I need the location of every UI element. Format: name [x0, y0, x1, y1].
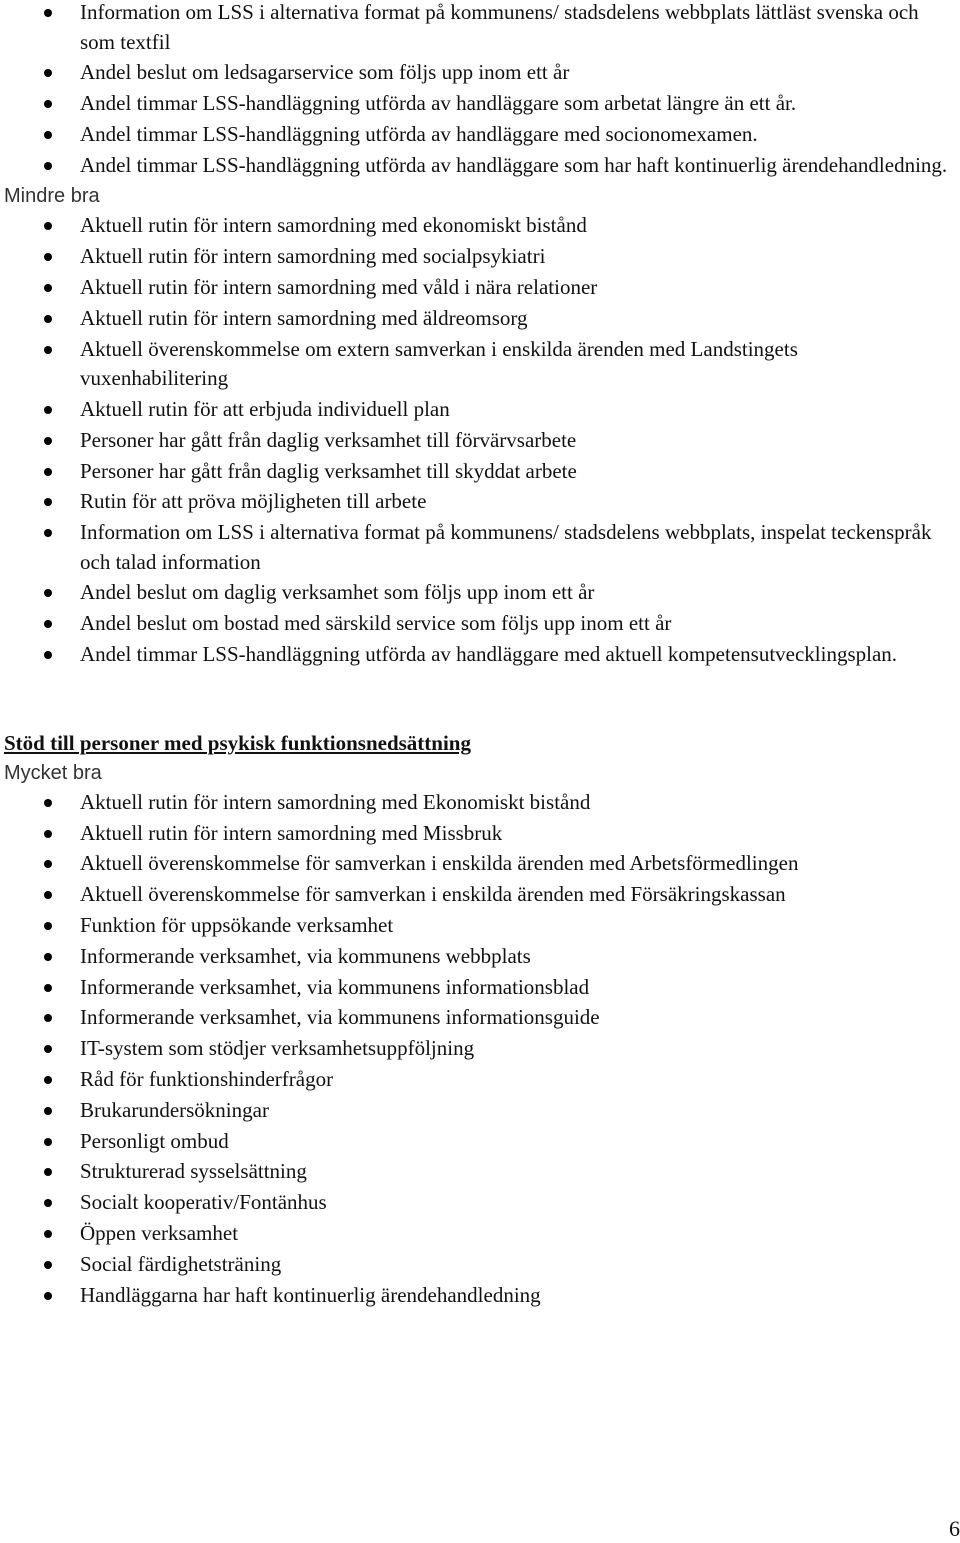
bullet-icon	[44, 131, 52, 139]
list-item: Informerande verksamhet, via kommunens webbplats	[0, 942, 960, 972]
bullet-icon	[44, 284, 52, 292]
bullet-icon	[44, 437, 52, 445]
bullet-icon	[44, 589, 52, 597]
list-item: Andel beslut om bostad med särskild service som följs upp inom ett år	[0, 609, 960, 639]
bullet-icon	[44, 468, 52, 476]
list-item: Information om LSS i alternativa format på kommunens/ stadsdelens webbplats, inspelat teckenspråk och talad information	[0, 518, 960, 577]
list-item: Handläggarna har haft kontinuerlig ärendehandledning	[0, 1281, 960, 1311]
bullet-list-top	[0, 0, 960, 180]
list-item: Personligt ombud	[0, 1127, 960, 1157]
bullet-icon	[44, 830, 52, 838]
bullet-icon	[44, 1076, 52, 1084]
subheading-mycket-bra: Mycket bra	[4, 761, 102, 784]
list-item: Råd för funktionshinderfrågor	[0, 1065, 960, 1095]
list-item: Andel beslut om ledsagarservice som följs upp inom ett år	[0, 58, 960, 88]
list-item: Aktuell överenskommelse om extern samverkan i enskilda ärenden med Landstingets vuxenhabilitering	[0, 335, 960, 394]
list-item: Aktuell rutin för intern samordning med ekonomiskt bistånd	[0, 211, 960, 241]
list-item: Rutin för att pröva möjligheten till arbete	[0, 487, 960, 517]
list-item: Brukarundersökningar	[0, 1096, 960, 1126]
list-item: Funktion för uppsökande verksamhet	[0, 911, 960, 941]
section-heading: Stöd till personer med psykisk funktionsnedsättning	[4, 730, 471, 755]
bullet-icon	[44, 1045, 52, 1053]
bullet-icon	[44, 891, 52, 899]
bullet-icon	[44, 1138, 52, 1146]
bullet-icon	[44, 922, 52, 930]
bullet-icon	[44, 984, 52, 992]
bullet-icon	[44, 1168, 52, 1176]
bullet-icon	[44, 253, 52, 261]
list-item: Aktuell rutin för intern samordning med Ekonomiskt bistånd	[0, 788, 960, 818]
list-item: Aktuell rutin för intern samordning med Missbruk	[0, 819, 960, 849]
bullet-list-mindre-bra	[0, 211, 960, 669]
bullet-icon	[44, 1199, 52, 1207]
bullet-icon	[44, 9, 52, 17]
bullet-icon	[44, 69, 52, 77]
bullet-icon	[44, 529, 52, 537]
subheading-mindre-bra: Mindre bra	[4, 185, 100, 208]
bullet-icon	[44, 799, 52, 807]
bullet-icon	[44, 620, 52, 628]
bullet-icon	[44, 1230, 52, 1238]
list-item: Information om LSS i alternativa format på kommunens/ stadsdelens webbplats lättläst svenska och som textfil	[0, 0, 960, 57]
list-item: Andel timmar LSS-handläggning utförda av handläggare som arbetat längre än ett år.	[0, 89, 960, 119]
bullet-icon	[44, 1292, 52, 1300]
list-item: Strukturerad sysselsättning	[0, 1157, 960, 1187]
bullet-icon	[44, 406, 52, 414]
list-item: Socialt kooperativ/Fontänhus	[0, 1188, 960, 1218]
list-item: Andel timmar LSS-handläggning utförda av handläggare med socionomexamen.	[0, 120, 960, 150]
list-item: Aktuell överenskommelse för samverkan i enskilda ärenden med Arbetsförmedlingen	[0, 849, 960, 879]
list-item: Aktuell rutin för intern samordning med äldreomsorg	[0, 304, 960, 334]
bullet-icon	[44, 1014, 52, 1022]
bullet-icon	[44, 651, 52, 659]
list-item: Öppen verksamhet	[0, 1219, 960, 1249]
list-item: Personer har gått från daglig verksamhet till skyddat arbete	[0, 457, 960, 487]
bullet-icon	[44, 162, 52, 170]
list-item: Social färdighetsträning	[0, 1250, 960, 1280]
bullet-list-mycket-bra	[0, 788, 960, 1310]
list-item: Aktuell rutin för att erbjuda individuell plan	[0, 395, 960, 425]
list-item: Andel beslut om daglig verksamhet som följs upp inom ett år	[0, 578, 960, 608]
bullet-icon	[44, 860, 52, 868]
list-item: Personer har gått från daglig verksamhet till förvärvsarbete	[0, 426, 960, 456]
section-spacer	[0, 671, 960, 728]
bullet-icon	[44, 1107, 52, 1115]
list-item: Aktuell rutin för intern samordning med socialpsykiatri	[0, 242, 960, 272]
bullet-icon	[44, 222, 52, 230]
bullet-icon	[44, 315, 52, 323]
bullet-icon	[44, 953, 52, 961]
list-item: Informerande verksamhet, via kommunens informationsguide	[0, 1003, 960, 1033]
bullet-icon	[44, 498, 52, 506]
bullet-icon	[44, 346, 52, 354]
bullet-icon	[44, 100, 52, 108]
list-item: Andel timmar LSS-handläggning utförda av handläggare som har haft kontinuerlig ärendehandledning.	[0, 151, 960, 181]
list-item: Informerande verksamhet, via kommunens informationsblad	[0, 973, 960, 1003]
page-number: 6	[949, 1516, 960, 1541]
list-item: Aktuell rutin för intern samordning med våld i nära relationer	[0, 273, 960, 303]
list-item: IT-system som stödjer verksamhetsuppföljning	[0, 1034, 960, 1064]
bullet-icon	[44, 1261, 52, 1269]
list-item: Aktuell överenskommelse för samverkan i enskilda ärenden med Försäkringskassan	[0, 880, 960, 910]
list-item: Andel timmar LSS-handläggning utförda av handläggare med aktuell kompetensutvecklingsplan.	[0, 640, 960, 670]
